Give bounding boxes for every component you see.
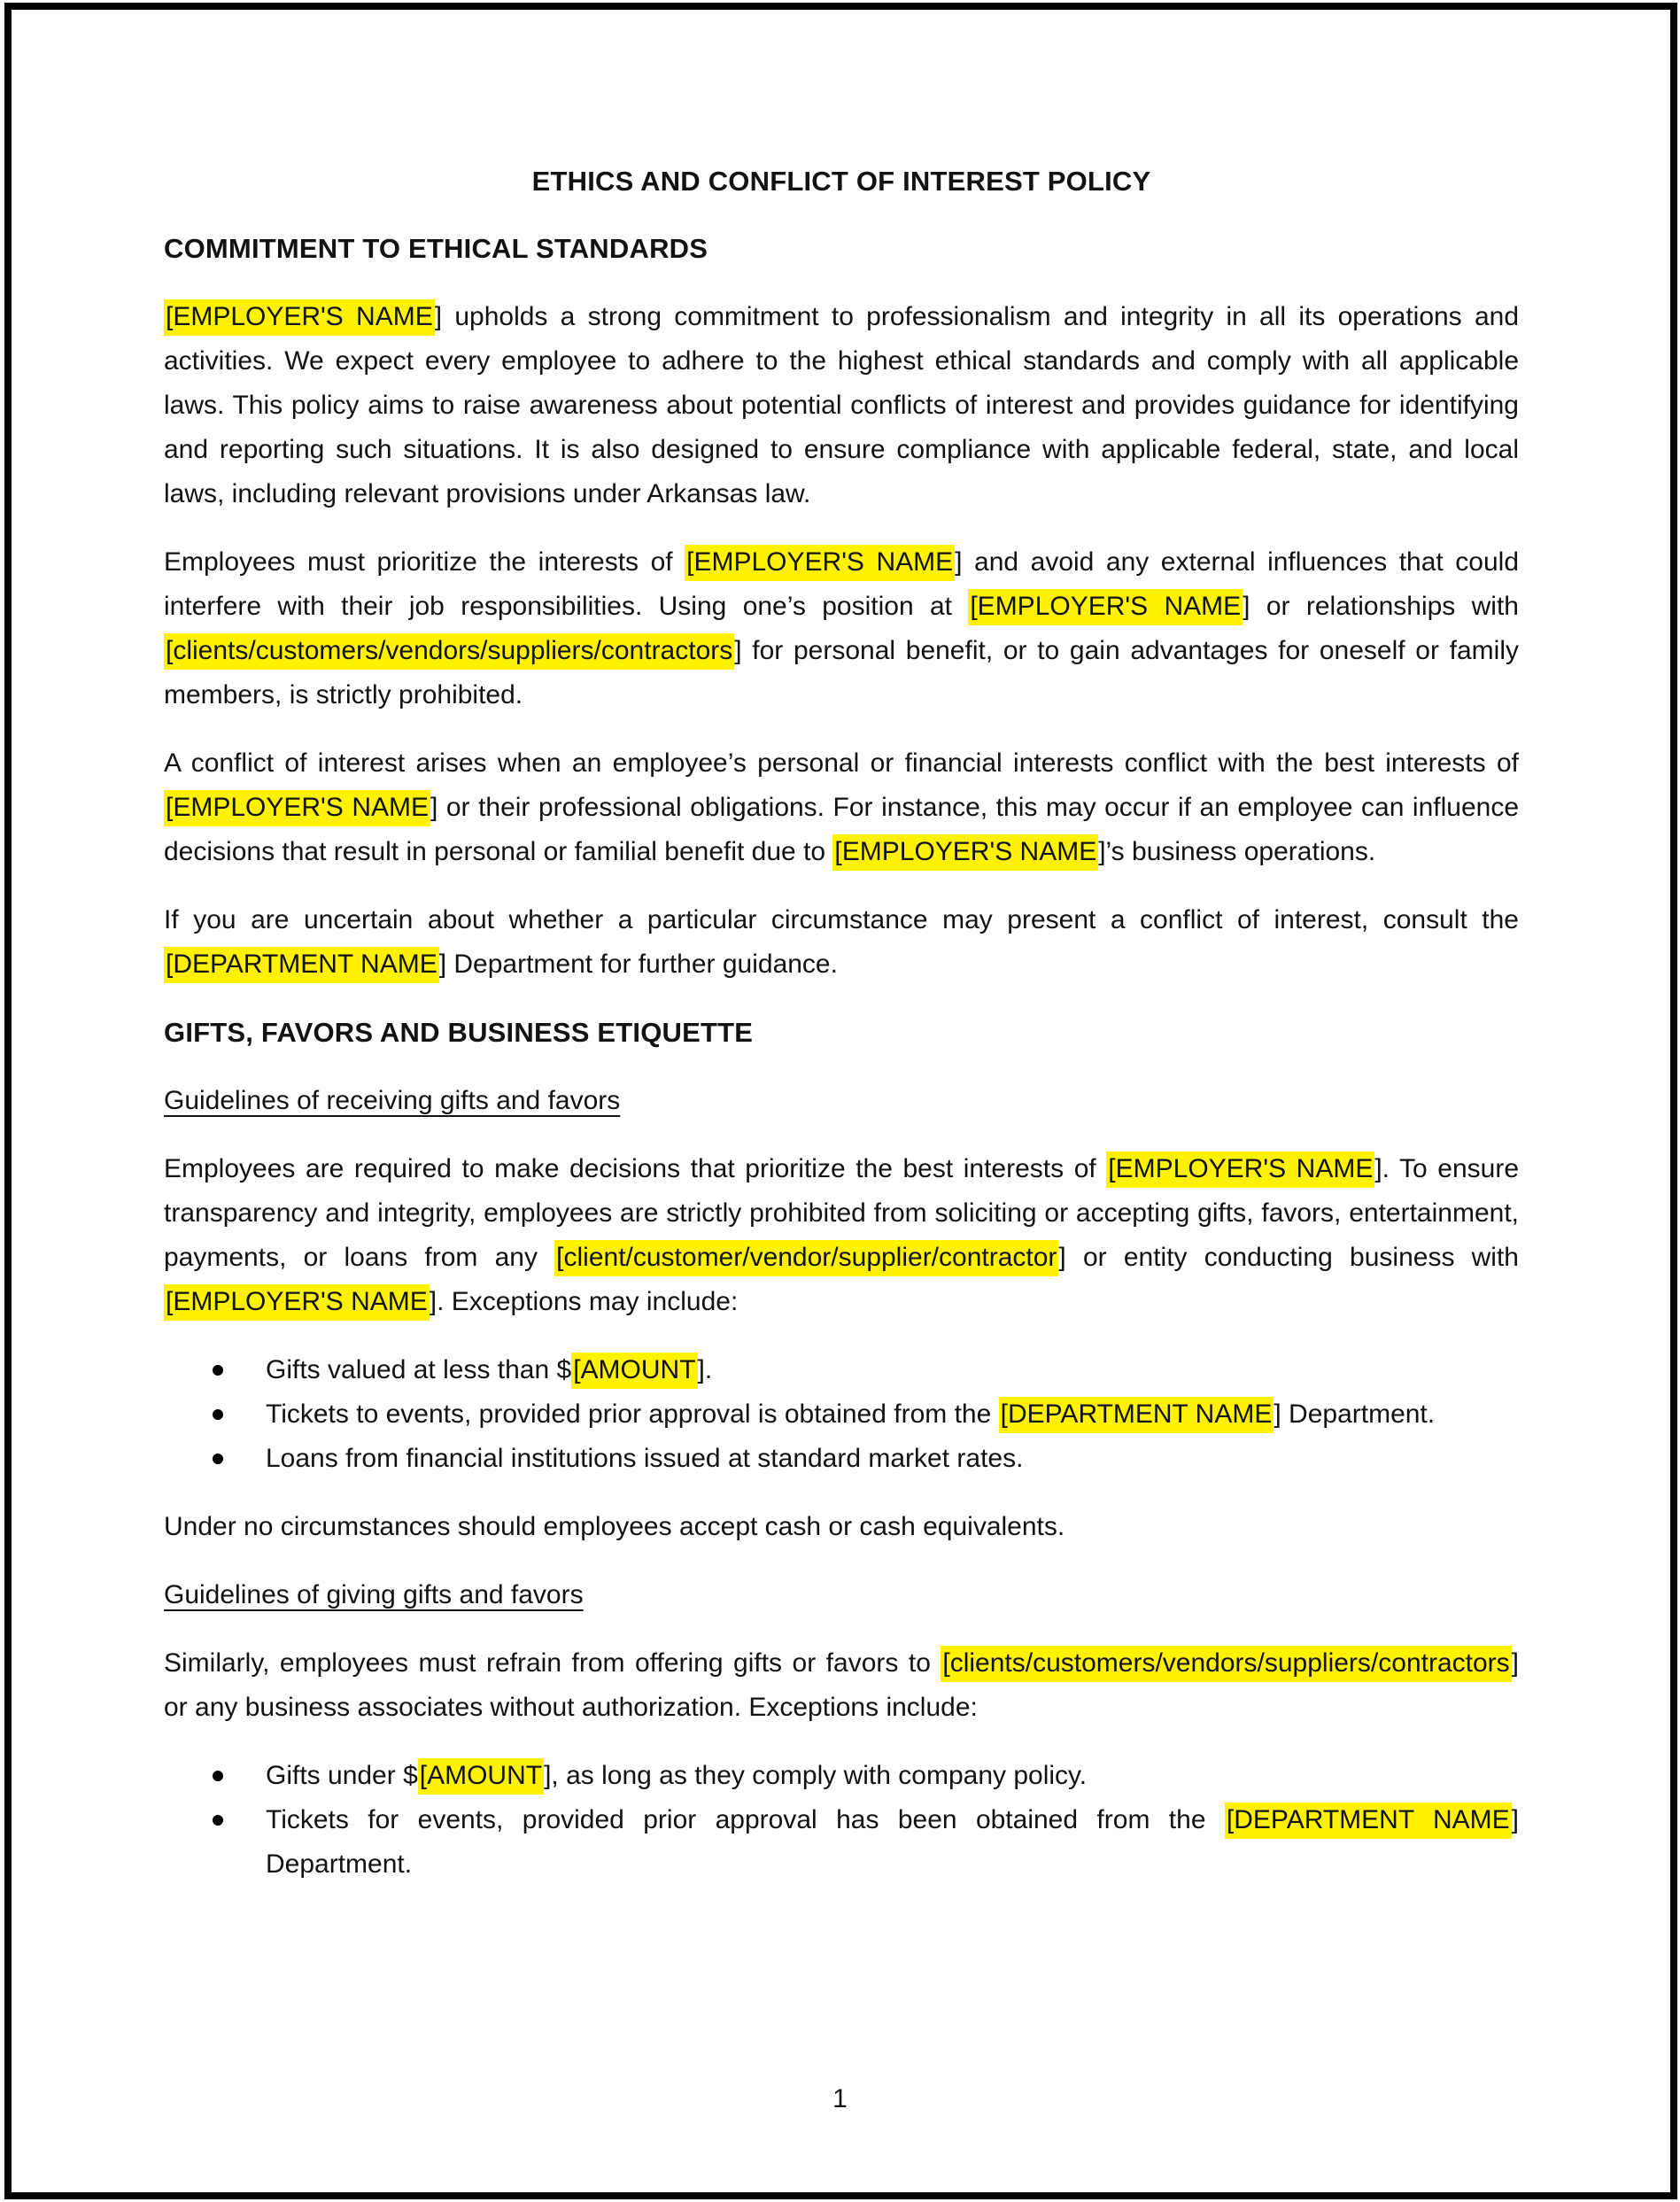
section-heading-commitment: COMMITMENT TO ETHICAL STANDARDS (164, 233, 708, 264)
body-text: ] or their professional obligations. For instance, this may occur if an employee can influence decisions that result in personal or familial benefit due to (164, 793, 1520, 866)
placeholder-amount: [AMOUNT (418, 1758, 544, 1795)
paragraph-commitment-4 (164, 898, 1519, 987)
placeholder-department-name: [DEPARTMENT NAME (999, 1397, 1274, 1433)
bullet-icon (213, 1771, 223, 1781)
paragraph-commitment-1 (164, 295, 1519, 516)
body-text: ]. Exceptions may include: (429, 1287, 739, 1316)
placeholder-amount: [AMOUNT (571, 1353, 697, 1389)
placeholder-employers-name: [EMPLOYER'S NAME (1106, 1151, 1374, 1188)
body-text: ] Department. (266, 1805, 1520, 1879)
list-item (213, 1798, 1519, 1887)
body-text: Gifts under $ (266, 1761, 418, 1790)
subheading-giving-gifts: Guidelines of giving gifts and favors (164, 1580, 584, 1609)
body-text: ]. (697, 1355, 713, 1384)
list-item-text (266, 1754, 1519, 1798)
placeholder-employers-name: [EMPLOYER'S NAME (164, 299, 435, 336)
body-text: Gifts valued at less than $ (266, 1355, 572, 1384)
placeholder-employers-name: [EMPLOYER'S NAME (685, 545, 955, 581)
paragraph-no-cash: Under no circumstances should employees accept cash or cash equivalents. (164, 1512, 1065, 1541)
bullet-icon (213, 1454, 223, 1464)
list-item-text (266, 1348, 1519, 1392)
body-text: ] upholds a strong commitment to professionalism and integrity in all its operations and activities. We expect every employee to adhere to the highest ethical standards and comply with all applicable laws. This policy aims to raise awareness about potential conflicts of interest and provides guidance for identifying and reporting such situations. It is also designed to ensure compliance with applicable federal, state, and local laws, including relevant provisions under Arkansas law. (164, 302, 1519, 508)
bullet-icon (213, 1365, 223, 1376)
placeholder-employers-name: [EMPLOYER'S NAME (968, 589, 1243, 625)
body-text: Similarly, employees must refrain from offering gifts or favors to (164, 1648, 941, 1678)
paragraph-giving-1 (164, 1641, 1519, 1730)
paragraph-commitment-3 (164, 741, 1519, 874)
bullet-list-receiving (164, 1348, 1519, 1481)
body-text: Tickets to events, provided prior approval is obtained from the (266, 1400, 999, 1429)
body-text: ] Department for further guidance. (438, 950, 838, 979)
list-item-text (266, 1798, 1519, 1887)
body-text: ] or entity conducting business with (1058, 1243, 1519, 1272)
list-item (213, 1392, 1519, 1437)
placeholder-employers-name: [EMPLOYER'S NAME (164, 790, 430, 826)
placeholder-employers-name: [EMPLOYER'S NAME (832, 834, 1098, 871)
body-text: ] or relationships with (1243, 592, 1519, 621)
body-text: Employees are required to make decisions that prioritize the best interests of (164, 1154, 1107, 1183)
list-item (213, 1348, 1519, 1392)
placeholder-client-list: [client/customer/vendor/supplier/contractor (554, 1240, 1058, 1276)
list-item-text (266, 1392, 1519, 1437)
bullet-icon (213, 1815, 223, 1826)
body-text: A conflict of interest arises when an employee’s personal or financial interests conflict with the best interests of (164, 748, 1519, 778)
placeholder-employers-name: [EMPLOYER'S NAME (164, 1284, 430, 1321)
body-text: If you are uncertain about whether a particular circumstance may present a conflict of interest, consult the (164, 905, 1519, 934)
paragraph-commitment-2 (164, 540, 1519, 717)
placeholder-clients-list: [clients/customers/vendors/suppliers/contractors (941, 1646, 1511, 1682)
body-text: ] for personal benefit, or to gain advantages for oneself or family members, is strictly prohibited. (164, 636, 1519, 709)
body-text: Employees must prioritize the interests of (164, 547, 685, 577)
bullet-list-giving (164, 1754, 1519, 1887)
body-text: ], as long as they comply with company policy. (544, 1761, 1088, 1790)
section-heading-gifts: GIFTS, FAVORS AND BUSINESS ETIQUETTE (164, 1017, 754, 1048)
body-text: ] and avoid any external influences that could interfere with their job responsibilities. Using one’s position at (164, 547, 1520, 621)
paragraph-receiving-1 (164, 1147, 1519, 1324)
list-item (213, 1754, 1519, 1798)
body-text: ]’s business operations. (1098, 837, 1376, 866)
page-number: 1 (832, 2084, 848, 2113)
body-text: ]. To ensure transparency and integrity, employees are strictly prohibited from soliciting or accepting gifts, favors, entertainment, payments, or loans from any (164, 1154, 1520, 1272)
placeholder-department-name: [DEPARTMENT NAME (1225, 1803, 1512, 1839)
body-text: Loans from financial institutions issued at standard market rates. (266, 1444, 1024, 1473)
list-item-text (266, 1437, 1519, 1481)
bullet-icon (213, 1409, 223, 1420)
document-title: ETHICS AND CONFLICT OF INTEREST POLICY (531, 166, 1151, 197)
document-content (164, 159, 1519, 1911)
placeholder-clients-list: [clients/customers/vendors/suppliers/contractors (164, 633, 734, 670)
placeholder-department-name: [DEPARTMENT NAME (164, 947, 439, 983)
body-text: ] or any business associates without authorization. Exceptions include: (164, 1648, 1519, 1722)
subheading-receiving-gifts: Guidelines of receiving gifts and favors (164, 1086, 621, 1115)
body-text: Tickets for events, provided prior approval has been obtained from the (266, 1805, 1225, 1834)
body-text: ] Department. (1274, 1400, 1436, 1429)
list-item (213, 1437, 1519, 1481)
